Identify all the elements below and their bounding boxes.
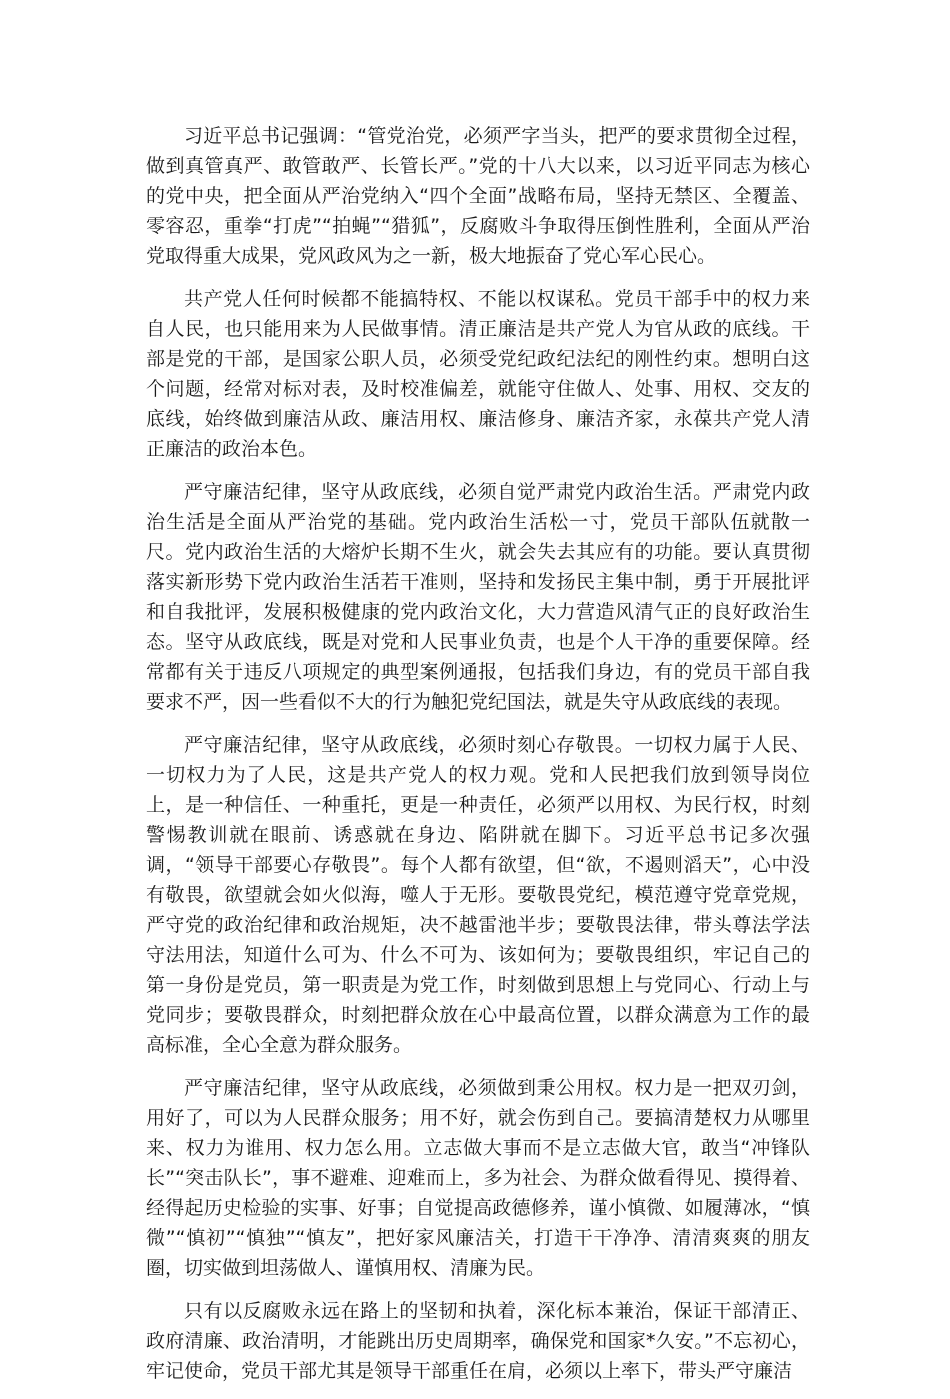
paragraph-4: 严守廉洁纪律，坚守从政底线，必须时刻心存敬畏。一切权力属于人民、一切权力为了人民，这是共产党人的权力观。党和人民把我们放到领导岗位上，是一种信任、一种重托，更是一种责任，必须严以用权、为民行权，时刻警惕教训就在眼前、诱惑就在身边、陷阱就在脚下。习近平总书记多次强调，“领导干部要心存敬畏”。每个人都有欲望，但“欲，不遏则滔天”，心中没有敬畏，欲望就会如火似海，噬人于无形。要敬畏党纪，模范遵守党章党规，严守党的政治纪律和政治规矩，决不越雷池半步；要敬畏法律，带头尊法学法守法用法，知道什么可为、什么不可为、该如何为；要敬畏组织，牢记自己的第一身份是党员，第一职责是为党工作，时刻做到思想上与党同心、行动上与党同步；要敬畏群众，时刻把群众放在心中最高位置，以群众满意为工作的最高标准，全心全意为群众服务。 [146,734,810,1056]
paragraph-6: 只有以反腐败永远在路上的坚韧和执着，深化标本兼治，保证干部清正、政府清廉、政治清明，才能跳出历史周期率，确保党和国家*久安。”不忘初心，牢记使命，党员干部尤其是领导干部重任在肩，必须以上率下，带头严守廉洁 [146,1300,810,1382]
paragraph-2: 共产党人任何时候都不能搞特权、不能以权谋私。党员干部手中的权力来自人民，也只能用来为人民做事情。清正廉洁是共产党人为官从政的底线。干部是党的干部，是国家公职人员，必须受党纪政纪法纪的刚性约束。想明白这个问题，经常对标对表，及时校准偏差，就能守住做人、处事、用权、交友的底线，始终做到廉洁从政、廉洁用权、廉洁修身、廉洁齐家，永葆共产党人清正廉洁的政治本色。 [146,288,810,460]
paragraph-1: 习近平总书记强调：“管党治党，必须严字当头，把严的要求贯彻全过程，做到真管真严、敢管敢严、长管长严。”党的十八大以来，以习近平同志为核心的党中央，把全面从严治党纳入“四个全面”战略布局，坚持无禁区、全覆盖、零容忍，重拳“打虎”“拍蝇”“猎狐”，反腐败斗争取得压倒性胜利，全面从严治党取得重大成果，党风政风为之一新，极大地振奋了党心军心民心。 [146,125,810,267]
paragraph-3: 严守廉洁纪律，坚守从政底线，必须自觉严肃党内政治生活。严肃党内政治生活是全面从严治党的基础。党内政治生活松一寸，党员干部队伍就散一尺。党内政治生活的大熔炉长期不生火，就会失去其应有的功能。要认真贯彻落实新形势下党内政治生活若干准则，坚持和发扬民主集中制，勇于开展批评和自我批评，发展积极健康的党内政治文化，大力营造风清气正的良好政治生态。坚守从政底线，既是对党和人民事业负责，也是个人干净的重要保障。经常都有关于违反八项规定的典型案例通报，包括我们身边，有的党员干部自我要求不严，因一些看似不大的行为触犯党纪国法，就是失守从政底线的表现。 [146,481,810,713]
document-body [146,121,810,1399]
paragraph-5: 严守廉洁纪律，坚守从政底线，必须做到秉公用权。权力是一把双刃剑，用好了，可以为人民群众服务；用不好，就会伤到自己。要搞清楚权力从哪里来、权力为谁用、权力怎么用。立志做大事而不是立志做大官，敢当“冲锋队长”“突击队长”，事不避难、迎难而上，多为社会、为群众做看得见、摸得着、经得起历史检验的实事、好事；自觉提高政德修养，谨小慎微、如履薄冰，“慎微”“慎初”“慎独”“慎友”，把好家风廉洁关，打造干干净净、清清爽爽的朋友圈，切实做到坦荡做人、谨慎用权、清廉为民。 [146,1077,810,1279]
